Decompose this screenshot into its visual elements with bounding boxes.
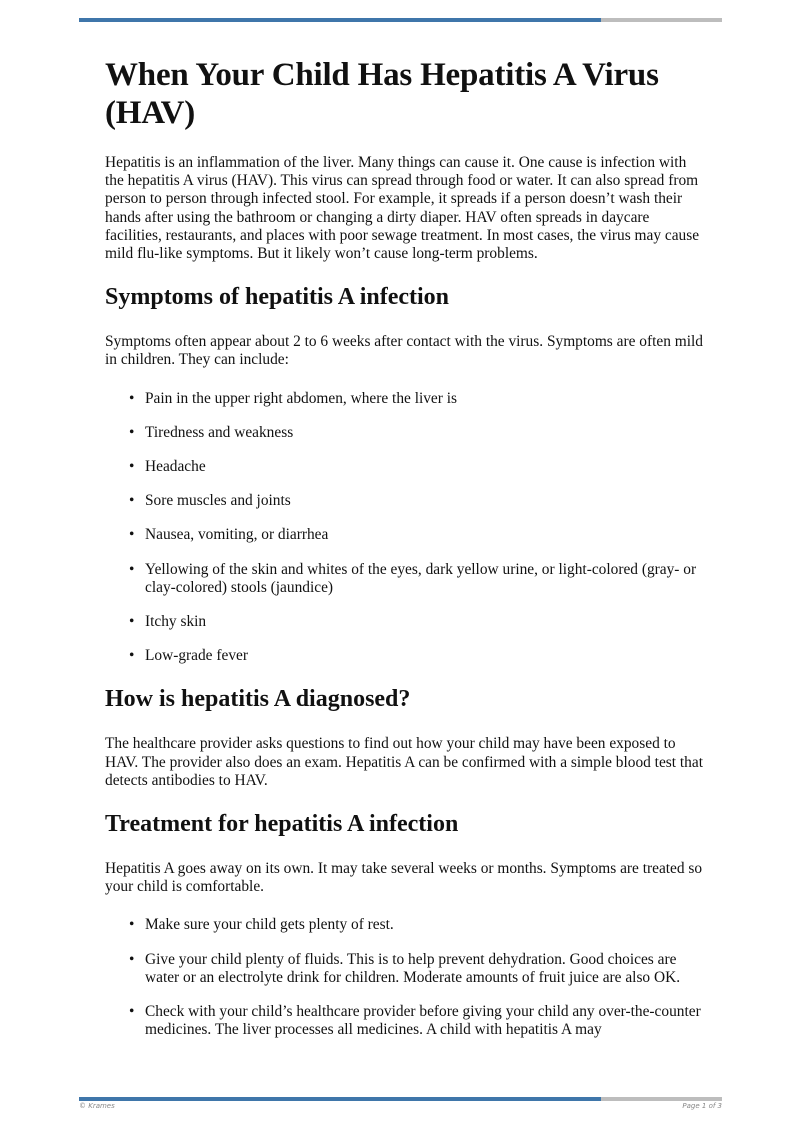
bullet-icon: • — [129, 916, 135, 934]
page-footer — [79, 1102, 722, 1110]
section-heading-treatment: Treatment for hepatitis A infection — [105, 811, 459, 838]
list-item: • Check with your child’s healthcare provider before giving your child any over-the-counter medicines. The liver processes all medicines. A child with hepatitis A may — [129, 1003, 701, 1039]
list-item: • Give your child plenty of fluids. This is to help prevent dehydration. Good choices are water or an electrolyte drink for children. Moderate amounts of fruit juice are also OK. — [129, 950, 681, 986]
list-item: • Make sure your child gets plenty of rest. — [129, 916, 394, 934]
symptoms-paragraph: Symptoms often appear about 2 to 6 weeks after contact with the virus. Symptoms are often mild in children. They can include: — [105, 333, 703, 369]
list-item: • Pain in the upper right abdomen, where the liver is — [129, 389, 458, 407]
list-item: • Yellowing of the skin and whites of the eyes, dark yellow urine, or light-colored (gray- or clay-colored) stools (jaundice) — [129, 560, 697, 596]
list-item: • Headache — [129, 458, 206, 476]
list-item: • Low-grade fever — [129, 647, 248, 665]
symptoms-list — [105, 390, 705, 666]
bullet-icon: • — [129, 492, 135, 510]
treatment-list — [105, 916, 705, 1039]
bullet-icon: • — [129, 526, 135, 544]
header-rule-accent — [79, 18, 601, 22]
section-heading-symptoms: Symptoms of hepatitis A infection — [105, 284, 450, 311]
footer-rule — [79, 1097, 722, 1101]
bullet-icon: • — [129, 1003, 135, 1021]
intro-paragraph: Hepatitis is an inflammation of the liver. Many things can cause it. One cause is infection with the hepatitis A virus (HAV). This virus can spread through food or water. It can also spread from person to person through infected stool. For example, it spreads if a person doesn’t wash their hands after using the bathroom or changing a dirty diaper. HAV often spreads in daycare facilities, restaurants, and places with poor sewage treatment. In most cases, the virus may cause mild flu-like symptoms. But it likely won’t cause long-term problems. — [105, 154, 700, 263]
list-item: • Sore muscles and joints — [129, 492, 291, 510]
footer-rule-accent — [79, 1097, 601, 1101]
bullet-icon: • — [129, 613, 135, 631]
header-rule — [79, 18, 722, 22]
bullet-icon: • — [129, 647, 135, 665]
bullet-icon: • — [129, 950, 135, 968]
list-item: • Itchy skin — [129, 613, 207, 631]
bullet-icon: • — [129, 423, 135, 441]
bullet-icon: • — [129, 458, 135, 476]
bullet-icon: • — [129, 560, 135, 578]
document-body — [105, 56, 705, 1059]
list-item: • Nausea, vomiting, or diarrhea — [129, 526, 329, 544]
page-number: Page 1 of 3 — [682, 1102, 722, 1110]
header-rule-secondary — [601, 18, 722, 22]
section-heading-diagnosis: How is hepatitis A diagnosed? — [105, 686, 411, 713]
copyright-text: © Krames — [79, 1102, 115, 1110]
bullet-icon: • — [129, 389, 135, 407]
treatment-paragraph: Hepatitis A goes away on its own. It may take several weeks or months. Symptoms are treated so your child is comfortable. — [105, 860, 703, 896]
page-title: When Your Child Has Hepatitis A Virus (HAV) — [105, 57, 659, 131]
footer-rule-secondary — [601, 1097, 722, 1101]
list-item: • Tiredness and weakness — [129, 423, 294, 441]
diagnosis-paragraph: The healthcare provider asks questions to find out how your child may have been exposed to HAV. The provider also does an exam. Hepatitis A can be confirmed with a simple blood test that detects antibodies to HAV. — [105, 735, 703, 789]
